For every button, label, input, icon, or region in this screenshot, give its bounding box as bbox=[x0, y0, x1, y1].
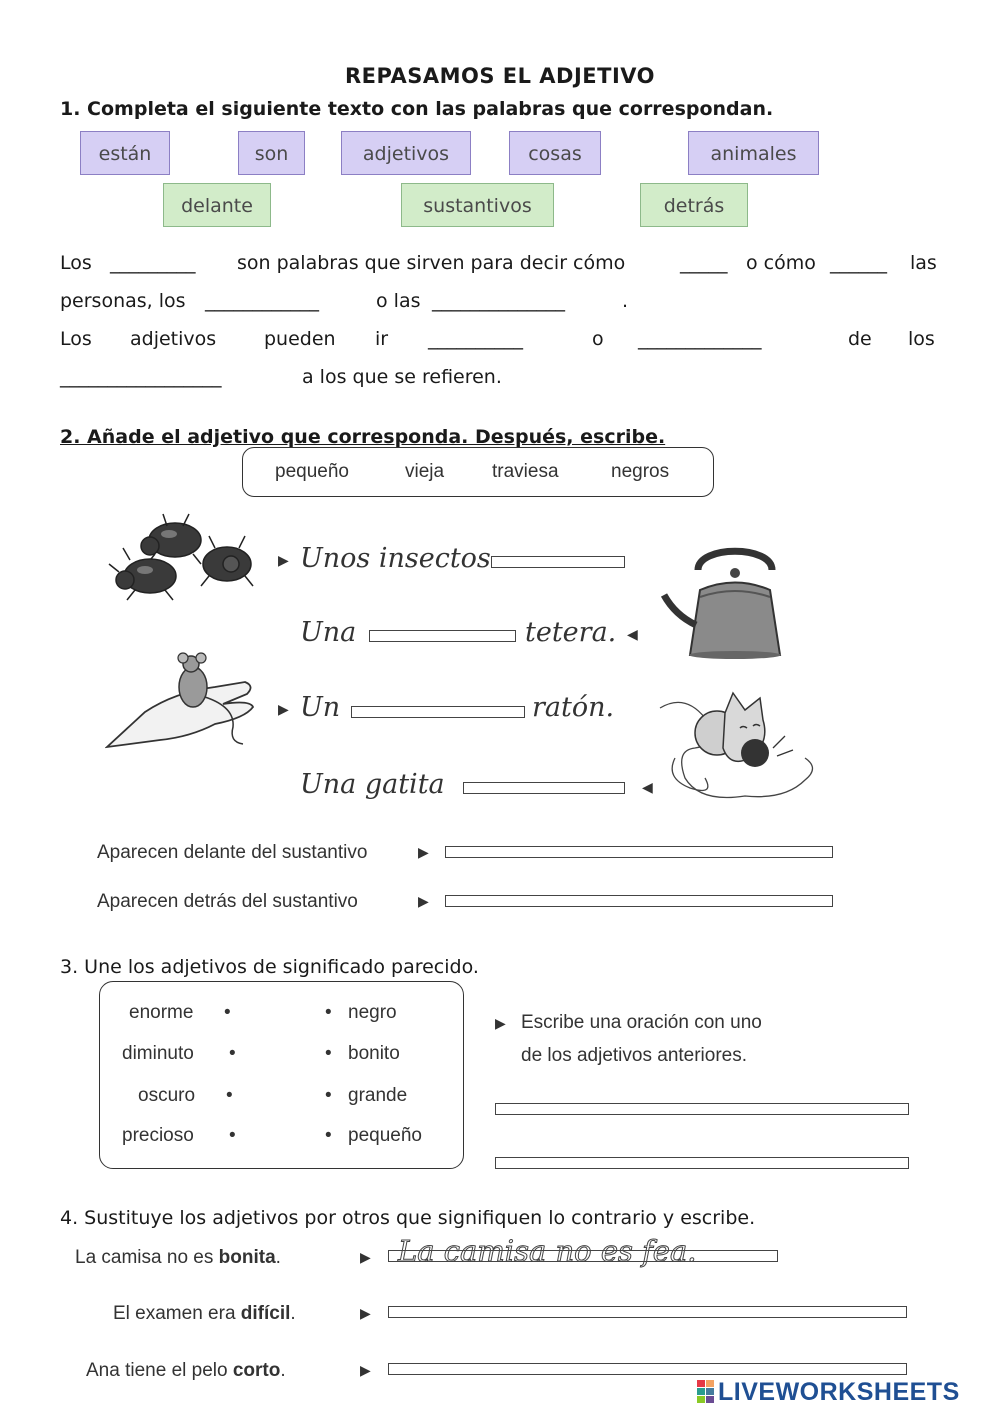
text-adjetivos: adjetivos bbox=[130, 328, 217, 350]
match-right-2: bonito bbox=[348, 1043, 400, 1064]
arrow-right-icon: ▶ bbox=[278, 553, 289, 569]
sentence-field-2[interactable] bbox=[495, 1157, 909, 1169]
before-noun-field[interactable] bbox=[445, 846, 833, 858]
text-o-como: o cómo bbox=[746, 252, 816, 274]
text-ir: ir bbox=[375, 328, 389, 350]
match-left-2: diminuto bbox=[122, 1043, 194, 1064]
word-card-delante[interactable]: delante bbox=[163, 183, 271, 227]
text-period: . bbox=[622, 290, 629, 312]
match-dot-left[interactable]: • bbox=[226, 1085, 233, 1106]
box-word-traviesa: traviesa bbox=[492, 461, 559, 482]
after-noun-label: Aparecen detrás del sustantivo bbox=[97, 891, 358, 912]
text-los-1: Los bbox=[60, 252, 92, 274]
ex4-answer-3[interactable] bbox=[388, 1363, 907, 1375]
box-word-negros: negros bbox=[611, 461, 670, 482]
exercise-2-heading: 2. Añade el adjetivo que corresponda. Después, escribe. bbox=[60, 426, 666, 448]
blank-2[interactable]: _____ bbox=[680, 252, 728, 274]
match-dot-right[interactable]: • bbox=[325, 1085, 332, 1106]
text-las: las bbox=[910, 252, 937, 274]
blank-5[interactable]: ______________ bbox=[432, 290, 565, 312]
blank-1[interactable]: _________ bbox=[110, 252, 196, 274]
ex3-instruction-line2: de los adjetivos anteriores. bbox=[521, 1045, 748, 1066]
arrow-right-icon: ▶ bbox=[418, 845, 429, 861]
arrow-right-icon: ▶ bbox=[360, 1250, 371, 1266]
beetles-illustration bbox=[105, 512, 275, 602]
match-left-4: precioso bbox=[122, 1125, 194, 1146]
box-word-vieja: vieja bbox=[405, 461, 445, 482]
liveworksheets-logo-icon bbox=[697, 1380, 715, 1404]
answer-field-1[interactable] bbox=[491, 556, 625, 568]
ex4-sentence-3: Ana tiene el pelo corto. bbox=[86, 1360, 286, 1381]
sentence-3a: Un bbox=[300, 692, 341, 723]
match-right-4: pequeño bbox=[348, 1125, 422, 1146]
ex4-example-answer: La camisa no es fea. bbox=[398, 1234, 697, 1268]
text-o-las: o las bbox=[376, 290, 421, 312]
match-left-3: oscuro bbox=[138, 1085, 196, 1106]
blank-4[interactable]: ____________ bbox=[205, 290, 319, 312]
text-o: o bbox=[592, 328, 604, 350]
match-dot-right[interactable]: • bbox=[325, 1002, 332, 1023]
arrow-right-icon: ▶ bbox=[418, 894, 429, 910]
match-right-1: negro bbox=[348, 1002, 397, 1023]
answer-field-4[interactable] bbox=[463, 782, 625, 794]
box-word-pequeno: pequeño bbox=[275, 461, 349, 482]
text-los-2: Los bbox=[60, 328, 92, 350]
text-line1-mid: son palabras que sirven para decir cómo bbox=[237, 252, 626, 274]
sentence-2b: tetera. bbox=[525, 617, 617, 648]
ex4-sentence-1: La camisa no es bonita. bbox=[75, 1247, 281, 1268]
match-right-3: grande bbox=[348, 1085, 408, 1106]
blank-8[interactable]: _________________ bbox=[60, 366, 222, 388]
ex4-answer-2[interactable] bbox=[388, 1306, 907, 1318]
arrow-right-icon: ▶ bbox=[278, 702, 289, 718]
match-dot-left[interactable]: • bbox=[224, 1002, 231, 1023]
match-dot-left[interactable]: • bbox=[229, 1043, 236, 1064]
blank-6[interactable]: __________ bbox=[428, 328, 523, 350]
text-los-3: los bbox=[908, 328, 935, 350]
text-de: de bbox=[848, 328, 872, 350]
after-noun-field[interactable] bbox=[445, 895, 833, 907]
arrow-left-icon: ◀ bbox=[642, 780, 653, 796]
match-dot-right[interactable]: • bbox=[325, 1125, 332, 1146]
match-left-1: enorme bbox=[129, 1002, 194, 1023]
ex4-sentence-2: El examen era difícil. bbox=[113, 1303, 296, 1324]
word-card-sustantivos[interactable]: sustantivos bbox=[401, 183, 554, 227]
ex3-instruction-line1: Escribe una oración con uno bbox=[521, 1012, 762, 1033]
hand-mouse-illustration bbox=[105, 652, 275, 757]
kettle-illustration bbox=[660, 535, 790, 660]
sentence-1: Unos insectos bbox=[300, 543, 491, 574]
arrow-left-icon: ◀ bbox=[627, 627, 638, 643]
word-card-detras[interactable]: detrás bbox=[640, 183, 748, 227]
before-noun-label: Aparecen delante del sustantivo bbox=[97, 842, 368, 863]
sentence-4: Una gatita bbox=[300, 769, 445, 800]
sentence-2a: Una bbox=[300, 617, 357, 648]
match-dot-right[interactable]: • bbox=[325, 1043, 332, 1064]
answer-field-2[interactable] bbox=[369, 630, 516, 642]
text-line4: a los que se refieren. bbox=[302, 366, 502, 388]
blank-7[interactable]: _____________ bbox=[638, 328, 762, 350]
text-pueden: pueden bbox=[264, 328, 336, 350]
exercise-1-heading: 1. Completa el siguiente texto con las palabras que correspondan. bbox=[60, 98, 774, 120]
exercise-3-heading: 3. Une los adjetivos de significado parecido. bbox=[60, 956, 479, 978]
word-card-cosas[interactable]: cosas bbox=[509, 131, 601, 175]
exercise-4-heading: 4. Sustituye los adjetivos por otros que signifiquen lo contrario y escribe. bbox=[60, 1207, 756, 1229]
blank-3[interactable]: ______ bbox=[830, 252, 887, 274]
word-card-estan[interactable]: están bbox=[80, 131, 170, 175]
page-title: REPASAMOS EL ADJETIVO bbox=[344, 64, 656, 88]
cat-yarn-illustration bbox=[655, 688, 820, 808]
sentence-3b: ratón. bbox=[532, 692, 615, 723]
liveworksheets-brand: LIVEWORKSHEETS bbox=[718, 1378, 960, 1406]
adjective-box bbox=[242, 447, 714, 497]
text-personas: personas, los bbox=[60, 290, 186, 312]
arrow-right-icon: ▶ bbox=[495, 1016, 506, 1032]
sentence-field-1[interactable] bbox=[495, 1103, 909, 1115]
word-card-adjetivos[interactable]: adjetivos bbox=[341, 131, 471, 175]
word-card-son[interactable]: son bbox=[238, 131, 305, 175]
word-card-animales[interactable]: animales bbox=[688, 131, 819, 175]
match-dot-left[interactable]: • bbox=[229, 1125, 236, 1146]
arrow-right-icon: ▶ bbox=[360, 1363, 371, 1379]
answer-field-3[interactable] bbox=[351, 706, 525, 718]
arrow-right-icon: ▶ bbox=[360, 1306, 371, 1322]
